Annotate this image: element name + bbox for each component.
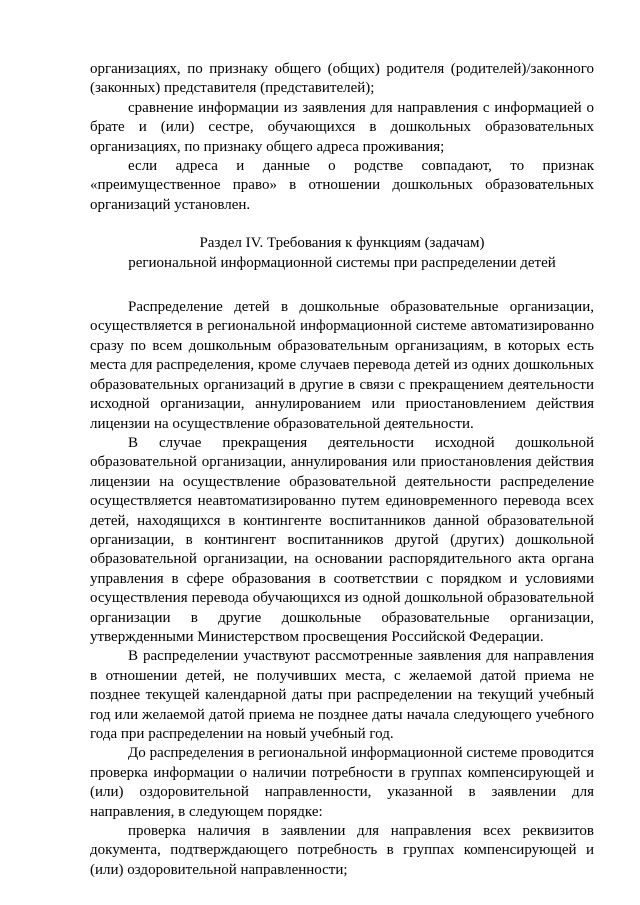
paragraph-termination-case: В случае прекращения деятельности исходной дошкольной образовательной организации, аннулирования или приостановления действия лицензии на осуществление образовательной деятельности распределение осуществляется неавтоматизированно путем единовременного перевода всех детей, находящихся в контингенте воспитанников данной образовательной организации, в контингент воспитанников другой (других) дошкольной образовательной организации, на основании распорядительного акта органа управления в сфере образования в соответствии с порядком и условиями осуществления перевода обучающихся из одной дошкольной образовательной организации в другие дошкольные образовательные организации, утвержденными Министерством просвещения Российской Федерации. [90, 434, 594, 645]
paragraph-continuation: организациях, по признаку общего (общих) родителя (родителей)/законного (законных) представителя (представителей); [90, 61, 594, 97]
paragraph-participants: В распределении участвуют рассмотренные заявления для направления в отношении детей, не получивших места, с желаемой датой приема не позднее текущей календарной даты при распределении на текущий учебный год или желаемой датой приема не позднее даты начала следующего учебного года при распределении на новый учебный год. [90, 648, 594, 742]
paragraph-requisites-check: проверка наличия в заявлении для направления всех реквизитов документа, подтверждающего потребность в группах компенсирующей и (или) оздоровительной направленности; [90, 823, 594, 878]
section-heading-line1: Раздел IV. Требования к функциям (задачам) [199, 235, 485, 252]
paragraph-verification: До распределения в региональной информационной системе проводится проверка информации о наличии потребности в группах компенсирующей и (или) оздоровительной направленности, указанной в заявлении для направления, в следующем порядке: [90, 745, 594, 820]
paragraph-sibling-comparison: сравнение информации из заявления для направления с информацией о брате и (или) сестре, обучающихся в дошкольных образовательных организациях, по признаку общего адреса проживания; [90, 99, 594, 155]
paragraph-preferential-right: если адреса и данные о родстве совпадают, то признак «преимущественное право» в отношении дошкольных образовательных организаций установлен. [90, 158, 594, 213]
paragraph-distribution: Распределение детей в дошкольные образовательные организации, осуществляется в региональной информационной системе автоматизированно сразу по всем дошкольным образовательным организациям, в которых есть места для распределения, кроме случаев перевода детей из одних дошкольных образовательных организаций в другие в связи с прекращением деятельности исходной организации, аннулированием или приостановлением действия лицензии на осуществление образовательной деятельности. [90, 299, 594, 432]
section-heading-line2: региональной информационной системы при распределении детей [128, 254, 556, 271]
section-heading [90, 234, 594, 273]
